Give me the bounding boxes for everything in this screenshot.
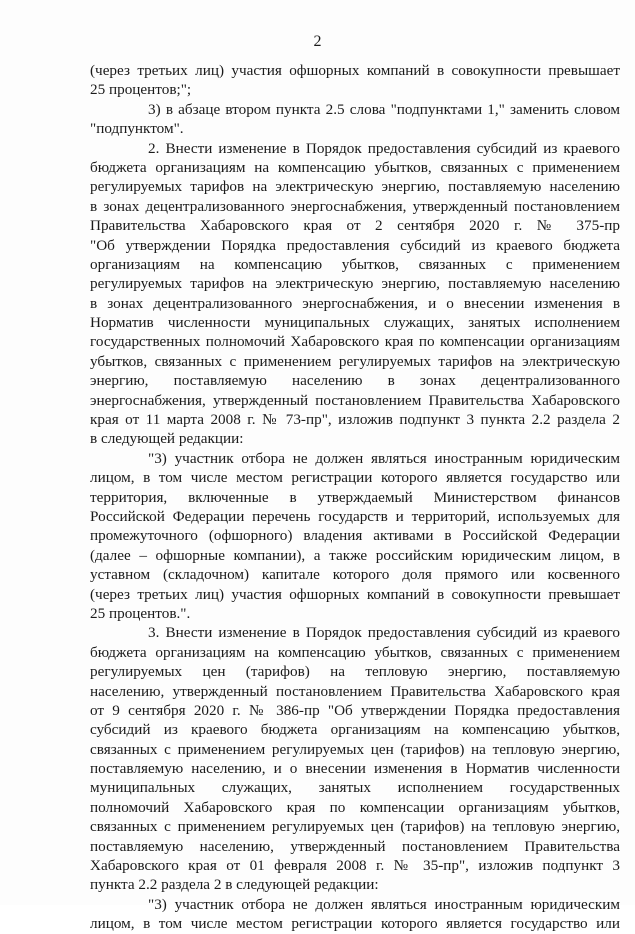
text-line: населению, утвержденный постановлением Правительства Хабаровского края (90, 682, 620, 700)
text-line: в зонах децентрализованного энергоснабжения, и о внесении изменения в (90, 294, 620, 312)
text-line: (далее – офшорные компании), а также российским юридическим лицом, в (90, 546, 620, 564)
text-line: регулируемых тарифов на электрическую энергию, поставляемую населению (90, 275, 620, 293)
page-number: 2 (313, 33, 322, 50)
text-line: муниципальных служащих, занятых исполнением государственных (90, 779, 620, 797)
text-line: связанных с применением регулируемых цен (тарифов) на тепловую энергию, (90, 818, 620, 836)
text-line: 3) в абзаце втором пункта 2.5 слова "подпунктами 1," заменить словом (148, 100, 620, 118)
text-line: пункта 2.2 раздела 2 в следующей редакции: (90, 876, 379, 894)
text-line: 25 процентов;"; (90, 81, 192, 99)
text-line: (через третьих лиц) участия офшорных компаний в совокупности превышает (90, 62, 620, 79)
text-line: бюджета организациям на компенсацию убытков, связанных с применением (90, 158, 620, 176)
text-line: поставляемую населению, и о внесении изменения в Норматив численности (90, 760, 620, 778)
text-line: Правительства Хабаровского края от 2 сентября 2020 г. № 375-пр (90, 217, 620, 235)
text-line: полномочий Хабаровского края по компенсации организациям убытков, (90, 798, 620, 816)
document-body (90, 61, 620, 934)
text-line: поставляемую населению, утвержденный постановлением Правительства (90, 837, 620, 855)
text-line: в зонах децентрализованного энергоснабжения, утвержденный постановлением (90, 197, 620, 215)
text-line: энергоснабжения, утвержденный постановлением Правительства Хабаровского (90, 391, 620, 409)
text-line: (через третьих лиц) участия офшорных компаний в совокупности превышает (90, 585, 620, 603)
text-line: в следующей редакции: (90, 430, 244, 448)
text-line: субсидий из краевого бюджета организациям на компенсацию убытков, (90, 721, 620, 739)
text-line: энергию, поставляемую населению в зонах децентрализованного (90, 372, 620, 390)
text-line: от 9 сентября 2020 г. № 386-пр "Об утверждении Порядка предоставления (90, 701, 620, 719)
text-line: "подпунктом". (90, 120, 184, 138)
text-line: лицом, в том числе местом регистрации которого является государство или (90, 915, 620, 933)
text-line: Хабаровского края от 01 февраля 2008 г. № 35-пр", изложив подпункт 3 (90, 857, 620, 875)
text-line: убытков, связанных с применением регулируемых тарифов на электрическую (90, 352, 620, 370)
text-line: государственных полномочий Хабаровского края по компенсации организациям (90, 333, 620, 351)
text-line: "Об утверждении Порядка предоставления субсидий из краевого бюджета (90, 236, 620, 254)
text-line: промежуточного (офшорного) владения активами в Российской Федерации (90, 527, 620, 545)
text-line: уставном (складочном) капитале которого доля прямого или косвенного (90, 566, 620, 584)
text-line: территория, включенные в утверждаемый Министерством финансов (90, 488, 620, 506)
text-line: Норматив численности муниципальных служащих, занятых исполнением (90, 314, 620, 332)
text-line: 3. Внести изменение в Порядок предоставления субсидий из краевого (148, 624, 620, 642)
text-line: регулируемых цен (тарифов) на тепловую энергию, поставляемую (90, 663, 620, 681)
text-line: 2. Внести изменение в Порядок предоставления субсидий из краевого (148, 139, 620, 157)
text-line: "3) участник отбора не должен являться иностранным юридическим (148, 449, 620, 467)
text-line: бюджета организациям на компенсацию убытков, связанных с применением (90, 643, 620, 661)
text-line: организациям на компенсацию убытков, связанных с применением (90, 255, 620, 273)
text-line: лицом, в том числе местом регистрации которого является государство или (90, 469, 620, 487)
text-line: 25 процентов.". (90, 604, 191, 622)
text-line: Российской Федерации перечень государств и территорий, используемых для (90, 507, 620, 525)
text-line: "3) участник отбора не должен являться иностранным юридическим (148, 895, 620, 913)
text-line: регулируемых тарифов на электрическую энергию, поставляемую населению (90, 178, 620, 196)
text-line: края от 11 марта 2008 г. № 73-пр", изложив подпункт 3 пункта 2.2 раздела 2 (90, 411, 620, 429)
text-line: связанных с применением регулируемых цен (тарифов) на тепловую энергию, (90, 740, 620, 758)
